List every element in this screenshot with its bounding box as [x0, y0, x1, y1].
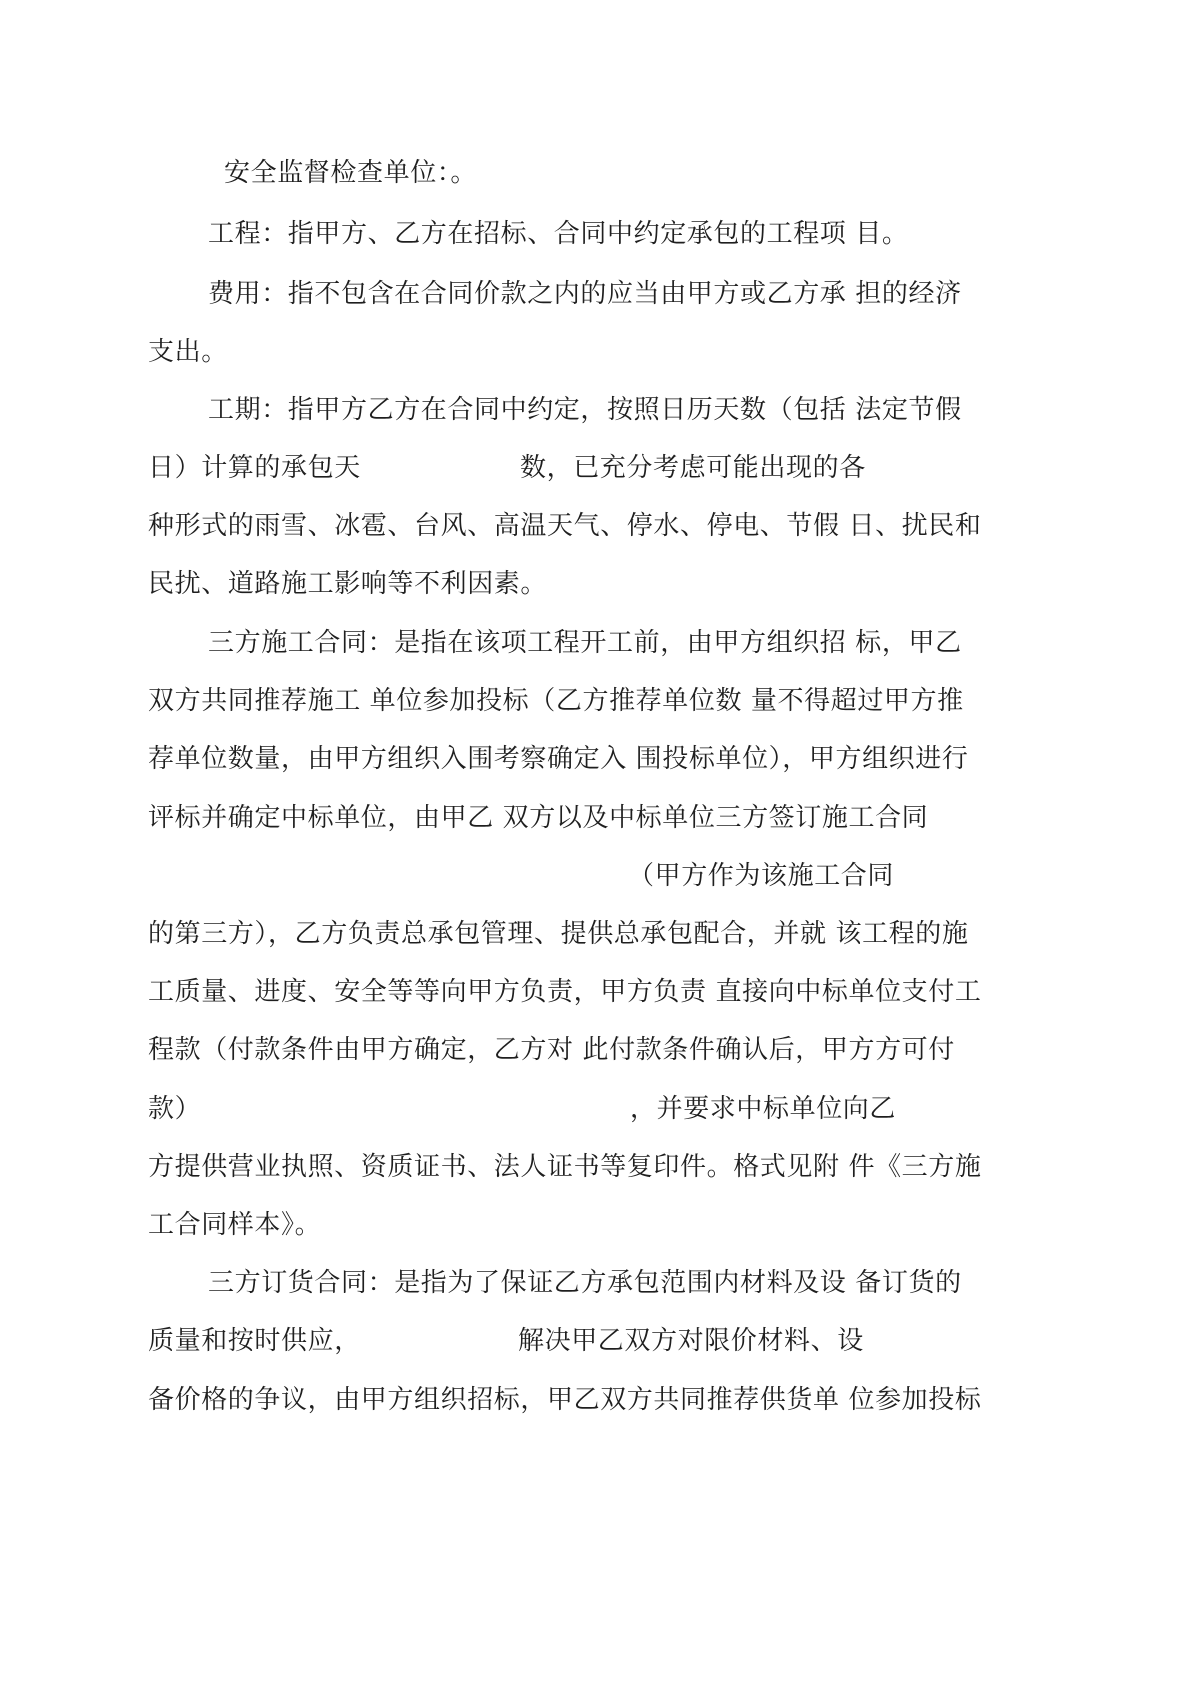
text-line-project-definition: 工程：指甲方、乙方在招标、合同中约定承包的工程项 目。	[208, 219, 909, 249]
text-line-tripartite-cont-h: 款）	[148, 1094, 202, 1124]
text-line-safety-unit: 安全监督检查单位：。	[224, 158, 478, 188]
text-line-cost-definition: 费用：指不包含在合同价款之内的应当由甲方或乙方承 担的经济	[208, 279, 962, 309]
text-line-tripartite-cont-j: 方提供营业执照、资质证书、法人证书等复印件。格式见附 件《三方施	[148, 1152, 982, 1182]
text-line-order-cont-c: 备价格的争议，由甲方组织招标，甲乙双方共同推荐供货单 位参加投标	[148, 1385, 982, 1415]
text-line-order-cont-b: 解决甲乙双方对限价材料、设	[518, 1326, 864, 1356]
text-line-tripartite-cont-c: 评标并确定中标单位，由甲乙 双方以及中标单位三方签订施工合同	[148, 803, 929, 833]
text-line-tripartite-cont-e: 的第三方），乙方负责总承包管理、提供总承包配合，并就 该工程的施	[148, 919, 969, 949]
text-line-period-definition: 工期：指甲方乙方在合同中约定，按照日历天数（包括 法定节假	[208, 395, 962, 425]
text-line-cost-cont: 支出。	[148, 337, 228, 367]
text-line-period-cont-b: 数，已充分考虑可能出现的各	[520, 453, 866, 483]
text-line-tripartite-cont-b: 荐单位数量，由甲方组织入围考察确定入 围投标单位），甲方组织进行	[148, 744, 969, 774]
text-line-tripartite-cont-d: （甲方作为该施工合同	[628, 861, 895, 891]
text-line-order-cont-a: 质量和按时供应，	[148, 1326, 361, 1356]
text-line-tripartite-cont-f: 工质量、进度、安全等等向甲方负责，甲方负责 直接向中标单位支付工	[148, 977, 982, 1007]
text-line-tripartite-cont-k: 工合同样本》。	[148, 1210, 322, 1240]
text-line-tripartite-construction: 三方施工合同：是指在该项工程开工前，由甲方组织招 标，甲乙	[208, 628, 962, 658]
text-line-period-cont-d: 民扰、道路施工影响等不利因素。	[148, 569, 548, 599]
text-line-period-cont-a: 日）计算的承包天	[148, 453, 361, 483]
text-line-tripartite-order: 三方订货合同：是指为了保证乙方承包范围内材料及设 备订货的	[208, 1268, 962, 1298]
text-line-period-cont-c: 种形式的雨雪、冰雹、台风、高温天气、停水、停电、节假 日、扰民和	[148, 511, 982, 541]
text-line-tripartite-cont-g: 程款（付款条件由甲方确定，乙方对 此付款条件确认后，甲方方可付	[148, 1035, 955, 1065]
text-line-tripartite-cont-a: 双方共同推荐施工 单位参加投标（乙方推荐单位数 量不得超过甲方推	[148, 686, 964, 716]
text-line-tripartite-cont-i: ，并要求中标单位向乙	[630, 1094, 897, 1124]
